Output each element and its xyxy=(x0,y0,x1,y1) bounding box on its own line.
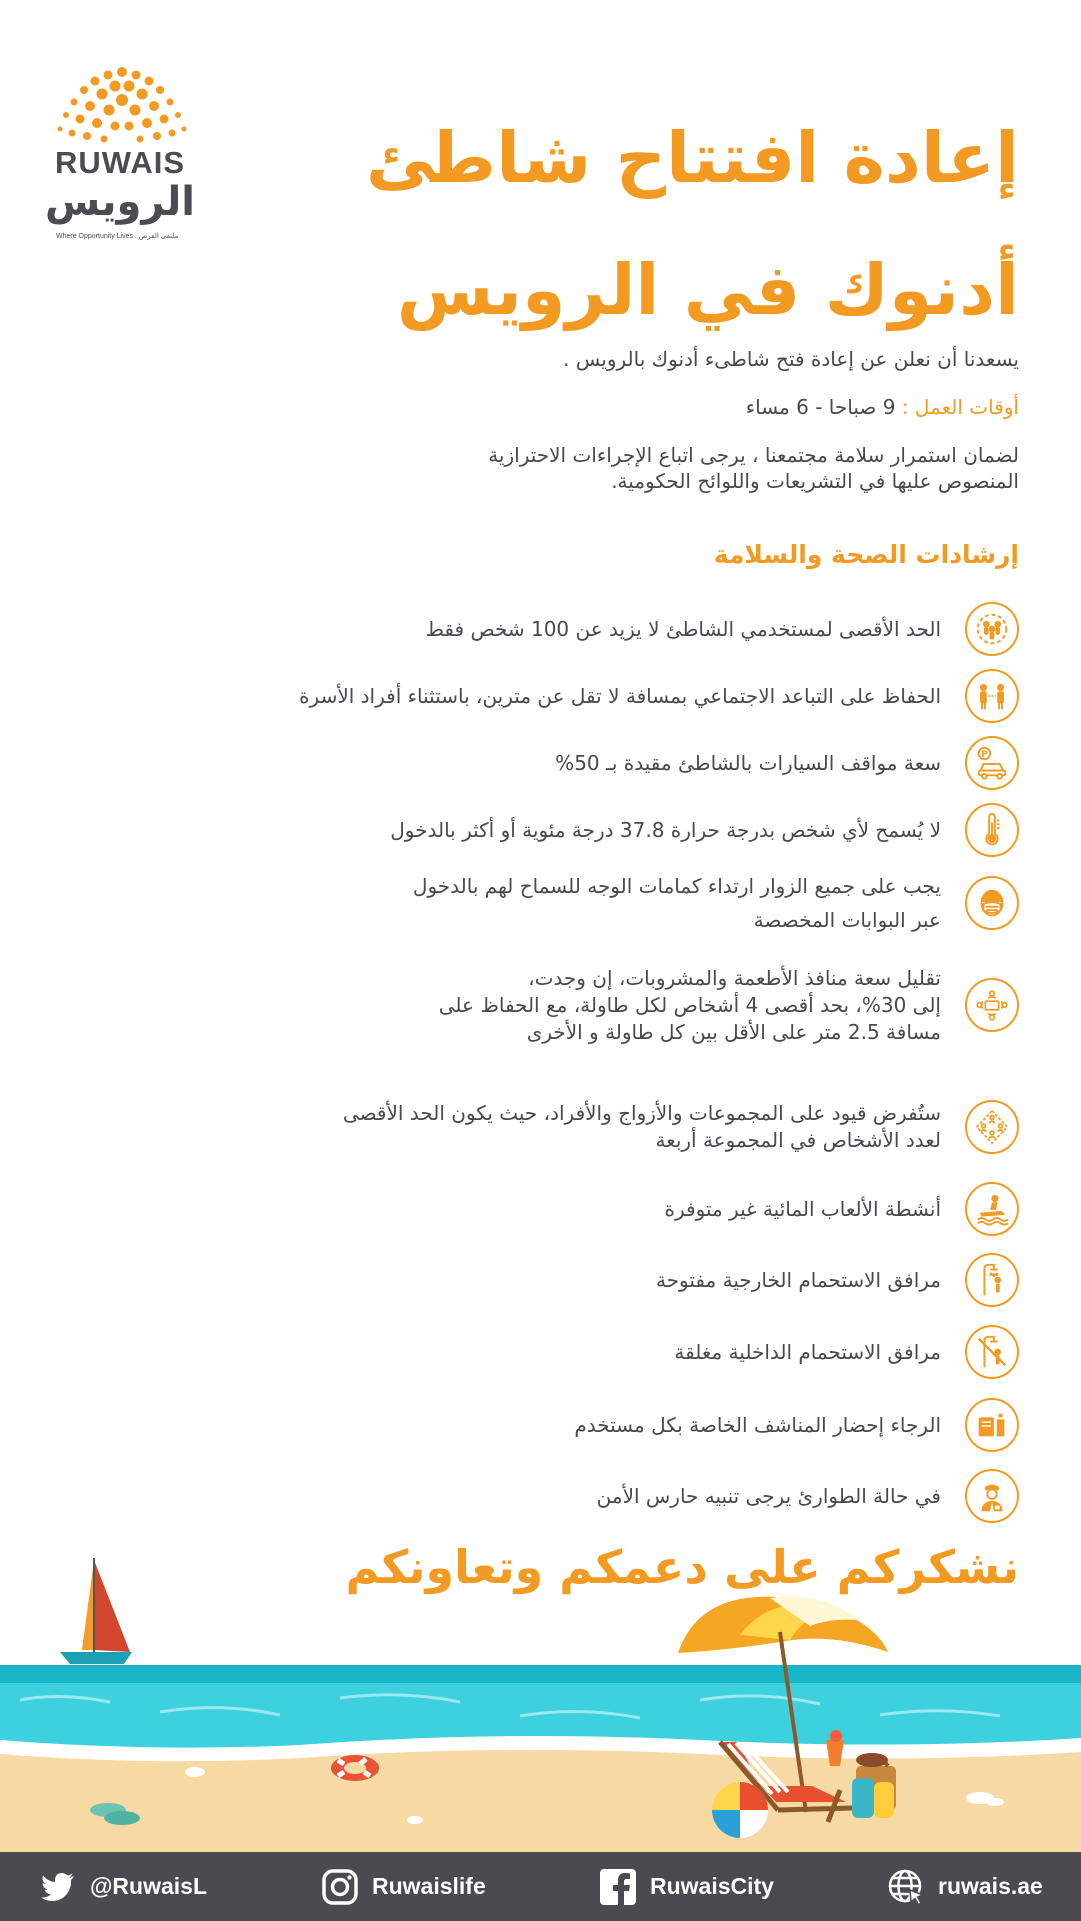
indoor-shower-closed-icon xyxy=(965,1325,1019,1379)
rule-text xyxy=(299,683,941,710)
globe-icon xyxy=(886,1867,926,1907)
twitter-handle: @RuwaisL xyxy=(90,1873,207,1899)
instagram-icon xyxy=(320,1867,360,1907)
rule-text xyxy=(425,616,941,643)
rule-line: في حالة الطوارئ يرجى تنبيه حارس الأمن xyxy=(596,1483,941,1508)
intro-block xyxy=(299,346,1019,516)
rule-line: إلى 30%، بحد أقصى 4 أشخاص لكل طاولة، مع الحفاظ على xyxy=(438,992,941,1017)
rule-item xyxy=(574,1396,1019,1454)
facebook-icon xyxy=(598,1867,638,1907)
rule-text xyxy=(390,817,941,844)
twitter-link[interactable] xyxy=(38,1867,207,1907)
rule-line: الحد الأقصى لمستخدمي الشاطئ لا يزيد عن 100 شخص فقط xyxy=(425,616,941,641)
rule-item xyxy=(555,734,1019,792)
thermometer-icon xyxy=(965,803,1019,857)
dining-table-icon xyxy=(965,978,1019,1032)
svg-text:P: P xyxy=(981,749,988,760)
twitter-icon xyxy=(38,1867,78,1907)
safety-line-1: لضمان استمرار سلامة مجتمعنا ، يرجى اتباع الإجراءات الاحترازية xyxy=(488,443,1019,467)
rule-line: تقليل سعة منافذ الأطعمة والمشروبات، إن وجدت، xyxy=(528,965,941,990)
logo-tagline: Where Opportunity Lives . ملتقى الفرص xyxy=(56,233,179,240)
group-limit-icon xyxy=(965,1100,1019,1154)
rule-text xyxy=(665,1196,941,1223)
rule-text xyxy=(597,1483,941,1510)
rule-text xyxy=(656,1267,941,1294)
page-title xyxy=(279,92,1019,356)
logo-name-en: RUWAIS xyxy=(55,145,185,180)
rule-text xyxy=(413,869,941,937)
rule-line: مسافة 2.5 متر على الأقل بين كل طاولة و الأخرى xyxy=(526,1019,941,1044)
logo-name-ar: الرويس xyxy=(44,179,195,225)
rule-line: سعة مواقف السيارات بالشاطئ مقيدة بـ 50% xyxy=(555,750,941,775)
rule-line: الرجاء إحضار المناشف الخاصة بكل مستخدم xyxy=(574,1412,941,1437)
rule-item xyxy=(390,801,1019,859)
rule-item xyxy=(438,965,1019,1044)
rule-line: لا يُسمح لأي شخص بدرجة حرارة 37.8 درجة مئوية أو أكثر بالدخول xyxy=(390,817,941,842)
crowd-limit-icon xyxy=(965,602,1019,656)
website-url: ruwais.ae xyxy=(938,1873,1043,1899)
rule-item xyxy=(343,1098,1019,1156)
rule-line: مرافق الاستحمام الداخلية مغلقة xyxy=(674,1339,941,1364)
rule-item xyxy=(656,1251,1019,1309)
face-mask-icon xyxy=(965,876,1019,930)
hours-value: 9 صباحا - 6 مساء xyxy=(745,395,902,419)
instagram-handle: Ruwaislife xyxy=(372,1873,486,1899)
rule-text xyxy=(343,1100,941,1154)
rule-line: لعدد الأشخاص في المجموعة أربعة xyxy=(655,1128,941,1152)
website-link[interactable] xyxy=(886,1867,1043,1907)
facebook-handle: RuwaisCity xyxy=(650,1873,774,1899)
rule-item xyxy=(299,667,1019,725)
rule-text xyxy=(674,1339,941,1366)
safety-line-2: المنصوص عليها في التشريعات واللوائح الحكومية. xyxy=(611,469,1019,493)
rule-item xyxy=(597,1467,1019,1525)
rule-item xyxy=(413,874,1019,932)
section-heading: إرشادات الصحة والسلامة xyxy=(713,540,1019,569)
life-ring-icon xyxy=(331,1755,379,1781)
security-guard-icon xyxy=(965,1469,1019,1523)
rule-item xyxy=(674,1323,1019,1381)
title-line-2: أدنوك في الرويس xyxy=(396,249,1019,331)
rule-item xyxy=(425,600,1019,658)
instagram-link[interactable] xyxy=(320,1867,486,1907)
rule-text xyxy=(555,750,941,777)
logo-dots-icon xyxy=(52,66,192,146)
outdoor-shower-icon xyxy=(965,1253,1019,1307)
safety-paragraph xyxy=(299,442,1019,494)
rule-line: الحفاظ على التباعد الاجتماعي بمسافة لا تقل عن مترين، باستثناء أفراد الأسرة xyxy=(299,683,941,708)
jet-ski-icon xyxy=(965,1182,1019,1236)
rule-item xyxy=(665,1180,1019,1238)
working-hours xyxy=(299,394,1019,420)
social-distance-icon xyxy=(965,669,1019,723)
beach-illustration xyxy=(0,1540,1081,1852)
rule-line: ستُفرض قيود على المجموعات والأزواج والأفراد، حيث يكون الحد الأقصى xyxy=(342,1101,941,1125)
rule-text xyxy=(439,965,941,1046)
parking-car-icon xyxy=(965,736,1019,790)
facebook-link[interactable] xyxy=(598,1867,774,1907)
title-line-1: إعادة افتتاح شاطئ xyxy=(365,117,1019,199)
rule-text xyxy=(574,1412,941,1439)
ruwais-logo xyxy=(44,66,202,240)
rule-line: عبر البوابات المخصصة xyxy=(753,908,941,932)
sailboat-icon xyxy=(60,1558,132,1664)
announcement-text: يسعدنا أن نعلن عن إعادة فتح شاطىء أدنوك بالرويس . xyxy=(563,347,1019,371)
rule-line: يجب على جميع الزوار ارتداء كمامات الوجه للسماح لهم بالدخول xyxy=(412,874,941,898)
beach-ball-icon xyxy=(712,1782,768,1838)
footer-bar xyxy=(0,1852,1081,1921)
rule-line: مرافق الاستحمام الخارجية مفتوحة xyxy=(655,1267,941,1292)
rule-line: أنشطة الألعاب المائية غير متوفرة xyxy=(664,1196,941,1221)
hours-label: أوقات العمل : xyxy=(901,395,1019,419)
towel-bottle-icon xyxy=(965,1398,1019,1452)
thank-you-message: نشكركم على دعمكم وتعاونكم xyxy=(345,1540,1019,1594)
